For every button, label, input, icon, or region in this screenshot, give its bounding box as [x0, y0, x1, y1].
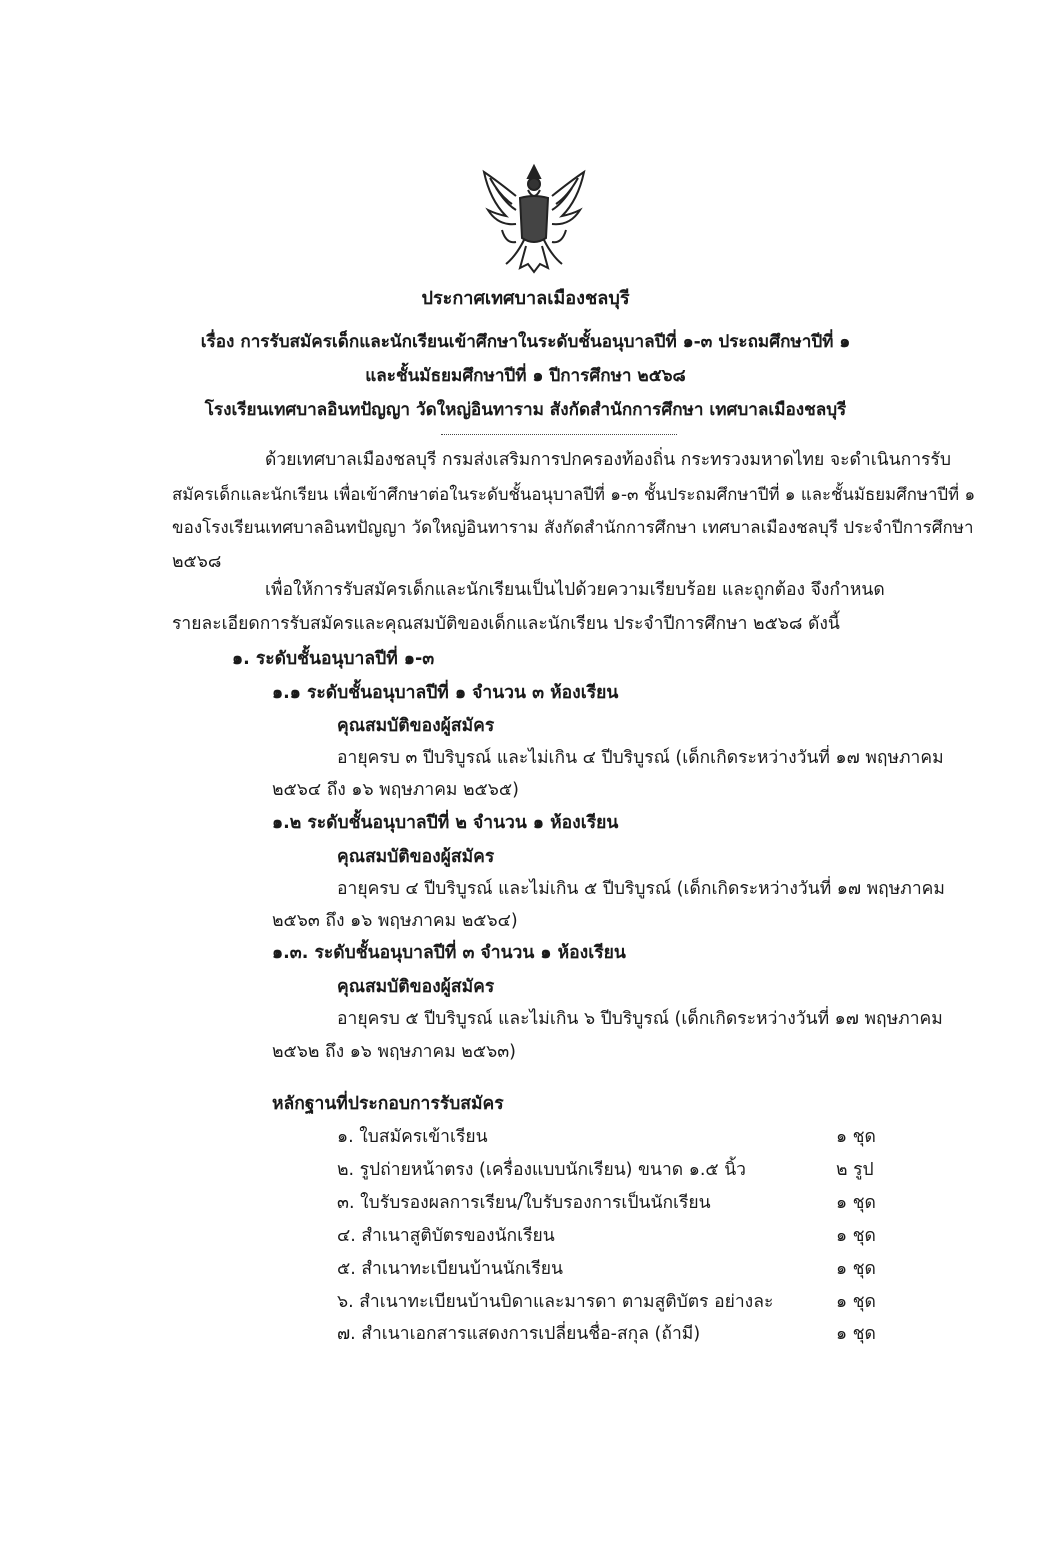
para1-line-1: ด้วยเทศบาลเมืองชลบุรี กรมส่งเสริมการปกครองท้องถิ่น กระทรวงมหาดไทย จะดำเนินการรับ — [265, 450, 951, 470]
sub2-age-line-1: อายุครบ ๔ ปีบริบูรณ์ และไม่เกิน ๕ ปีบริบูรณ์ (เด็กเกิดระหว่างวันที่ ๑๗ พฤษภาคม — [337, 879, 945, 899]
sub3-qual-label: คุณสมบัติของผู้สมัคร — [337, 977, 495, 997]
section1-heading: ๑. ระดับชั้นอนุบาลปีที่ ๑-๓ — [232, 649, 435, 669]
sub2-qual-label: คุณสมบัติของผู้สมัคร — [337, 847, 495, 867]
document-item: ๕. สำเนาทะเบียนบ้านนักเรียน — [337, 1259, 563, 1279]
sub1-age-line-1: อายุครบ ๓ ปีบริบูรณ์ และไม่เกิน ๔ ปีบริบูรณ์ (เด็กเกิดระหว่างวันที่ ๑๗ พฤษภาคม — [337, 748, 944, 768]
document-qty: ๑ ชุด — [836, 1226, 876, 1246]
document-qty: ๑ ชุด — [836, 1127, 876, 1147]
document-item: ๑. ใบสมัครเข้าเรียน — [337, 1127, 488, 1147]
document-qty: ๑ ชุด — [836, 1193, 876, 1213]
document-item: ๗. สำเนาเอกสารแสดงการเปลี่ยนชื่อ-สกุล (ถ้ามี) — [337, 1324, 701, 1344]
garuda-emblem-icon — [476, 160, 592, 278]
subject-line-3: โรงเรียนเทศบาลอินทปัญญา วัดใหญ่อินทาราม สังกัดสำนักการศึกษา เทศบาลเมืองชลบุรี — [204, 400, 847, 420]
para1-line-4: ๒๕๖๘ — [172, 552, 222, 572]
para1-line-3: ของโรงเรียนเทศบาลอินทปัญญา วัดใหญ่อินทาราม สังกัดสำนักการศึกษา เทศบาลเมืองชลบุรี ประจำปีการศึกษา — [172, 518, 974, 538]
document-item: ๔. สำเนาสูติบัตรของนักเรียน — [337, 1226, 555, 1246]
para1-line-2: สมัครเด็กและนักเรียน เพื่อเข้าศึกษาต่อในระดับชั้นอนุบาลปีที่ ๑-๓ ชั้นประถมศึกษาปีที่ ๑ และชั้นมัธยมศึกษาปีที่ ๑ — [172, 484, 976, 504]
document-qty: ๒ รูป — [836, 1160, 874, 1180]
sub1-qual-label: คุณสมบัติของผู้สมัคร — [337, 716, 495, 736]
document-item: ๓. ใบรับรองผลการเรียน/ใบรับรองการเป็นนักเรียน — [337, 1193, 711, 1213]
announcement-title: ประกาศเทศบาลเมืองชลบุรี — [421, 288, 630, 309]
document-qty: ๑ ชุด — [836, 1324, 876, 1344]
document-item: ๖. สำเนาทะเบียนบ้านบิดาและมารดา ตามสูติบัตร อย่างละ — [337, 1292, 774, 1312]
header-divider — [441, 434, 677, 435]
documents-heading: หลักฐานที่ประกอบการรับสมัคร — [272, 1094, 504, 1114]
document-item: ๒. รูปถ่ายหน้าตรง (เครื่องแบบนักเรียน) ขนาด ๑.๕ นิ้ว — [337, 1160, 747, 1180]
document-qty: ๑ ชุด — [836, 1259, 876, 1279]
sub3-heading: ๑.๓. ระดับชั้นอนุบาลปีที่ ๓ จำนวน ๑ ห้องเรียน — [272, 943, 626, 963]
para2-line-2: รายละเอียดการรับสมัครและคุณสมบัติของเด็กและนักเรียน ประจำปีการศึกษา ๒๕๖๘ ดังนี้ — [172, 614, 840, 634]
sub1-age-line-2: ๒๕๖๔ ถึง ๑๖ พฤษภาคม ๒๕๖๕) — [272, 780, 519, 800]
subject-line-2: และชั้นมัธยมศึกษาปีที่ ๑ ปีการศึกษา ๒๕๖๘ — [365, 366, 686, 386]
sub3-age-line-2: ๒๕๖๒ ถึง ๑๖ พฤษภาคม ๒๕๖๓) — [272, 1042, 516, 1062]
sub3-age-line-1: อายุครบ ๕ ปีบริบูรณ์ และไม่เกิน ๖ ปีบริบูรณ์ (เด็กเกิดระหว่างวันที่ ๑๗ พฤษภาคม — [337, 1009, 943, 1029]
document-qty: ๑ ชุด — [836, 1292, 876, 1312]
para2-line-1: เพื่อให้การรับสมัครเด็กและนักเรียนเป็นไปด้วยความเรียบร้อย และถูกต้อง จึงกำหนด — [265, 580, 885, 600]
sub1-heading: ๑.๑ ระดับชั้นอนุบาลปีที่ ๑ จำนวน ๓ ห้องเรียน — [272, 683, 619, 703]
subject-line-1: เรื่อง การรับสมัครเด็กและนักเรียนเข้าศึกษาในระดับชั้นอนุบาลปีที่ ๑-๓ ประถมศึกษาปีที่ ๑ — [200, 332, 851, 352]
sub2-heading: ๑.๒ ระดับชั้นอนุบาลปีที่ ๒ จำนวน ๑ ห้องเรียน — [272, 813, 619, 833]
sub2-age-line-2: ๒๕๖๓ ถึง ๑๖ พฤษภาคม ๒๕๖๔) — [272, 911, 518, 931]
